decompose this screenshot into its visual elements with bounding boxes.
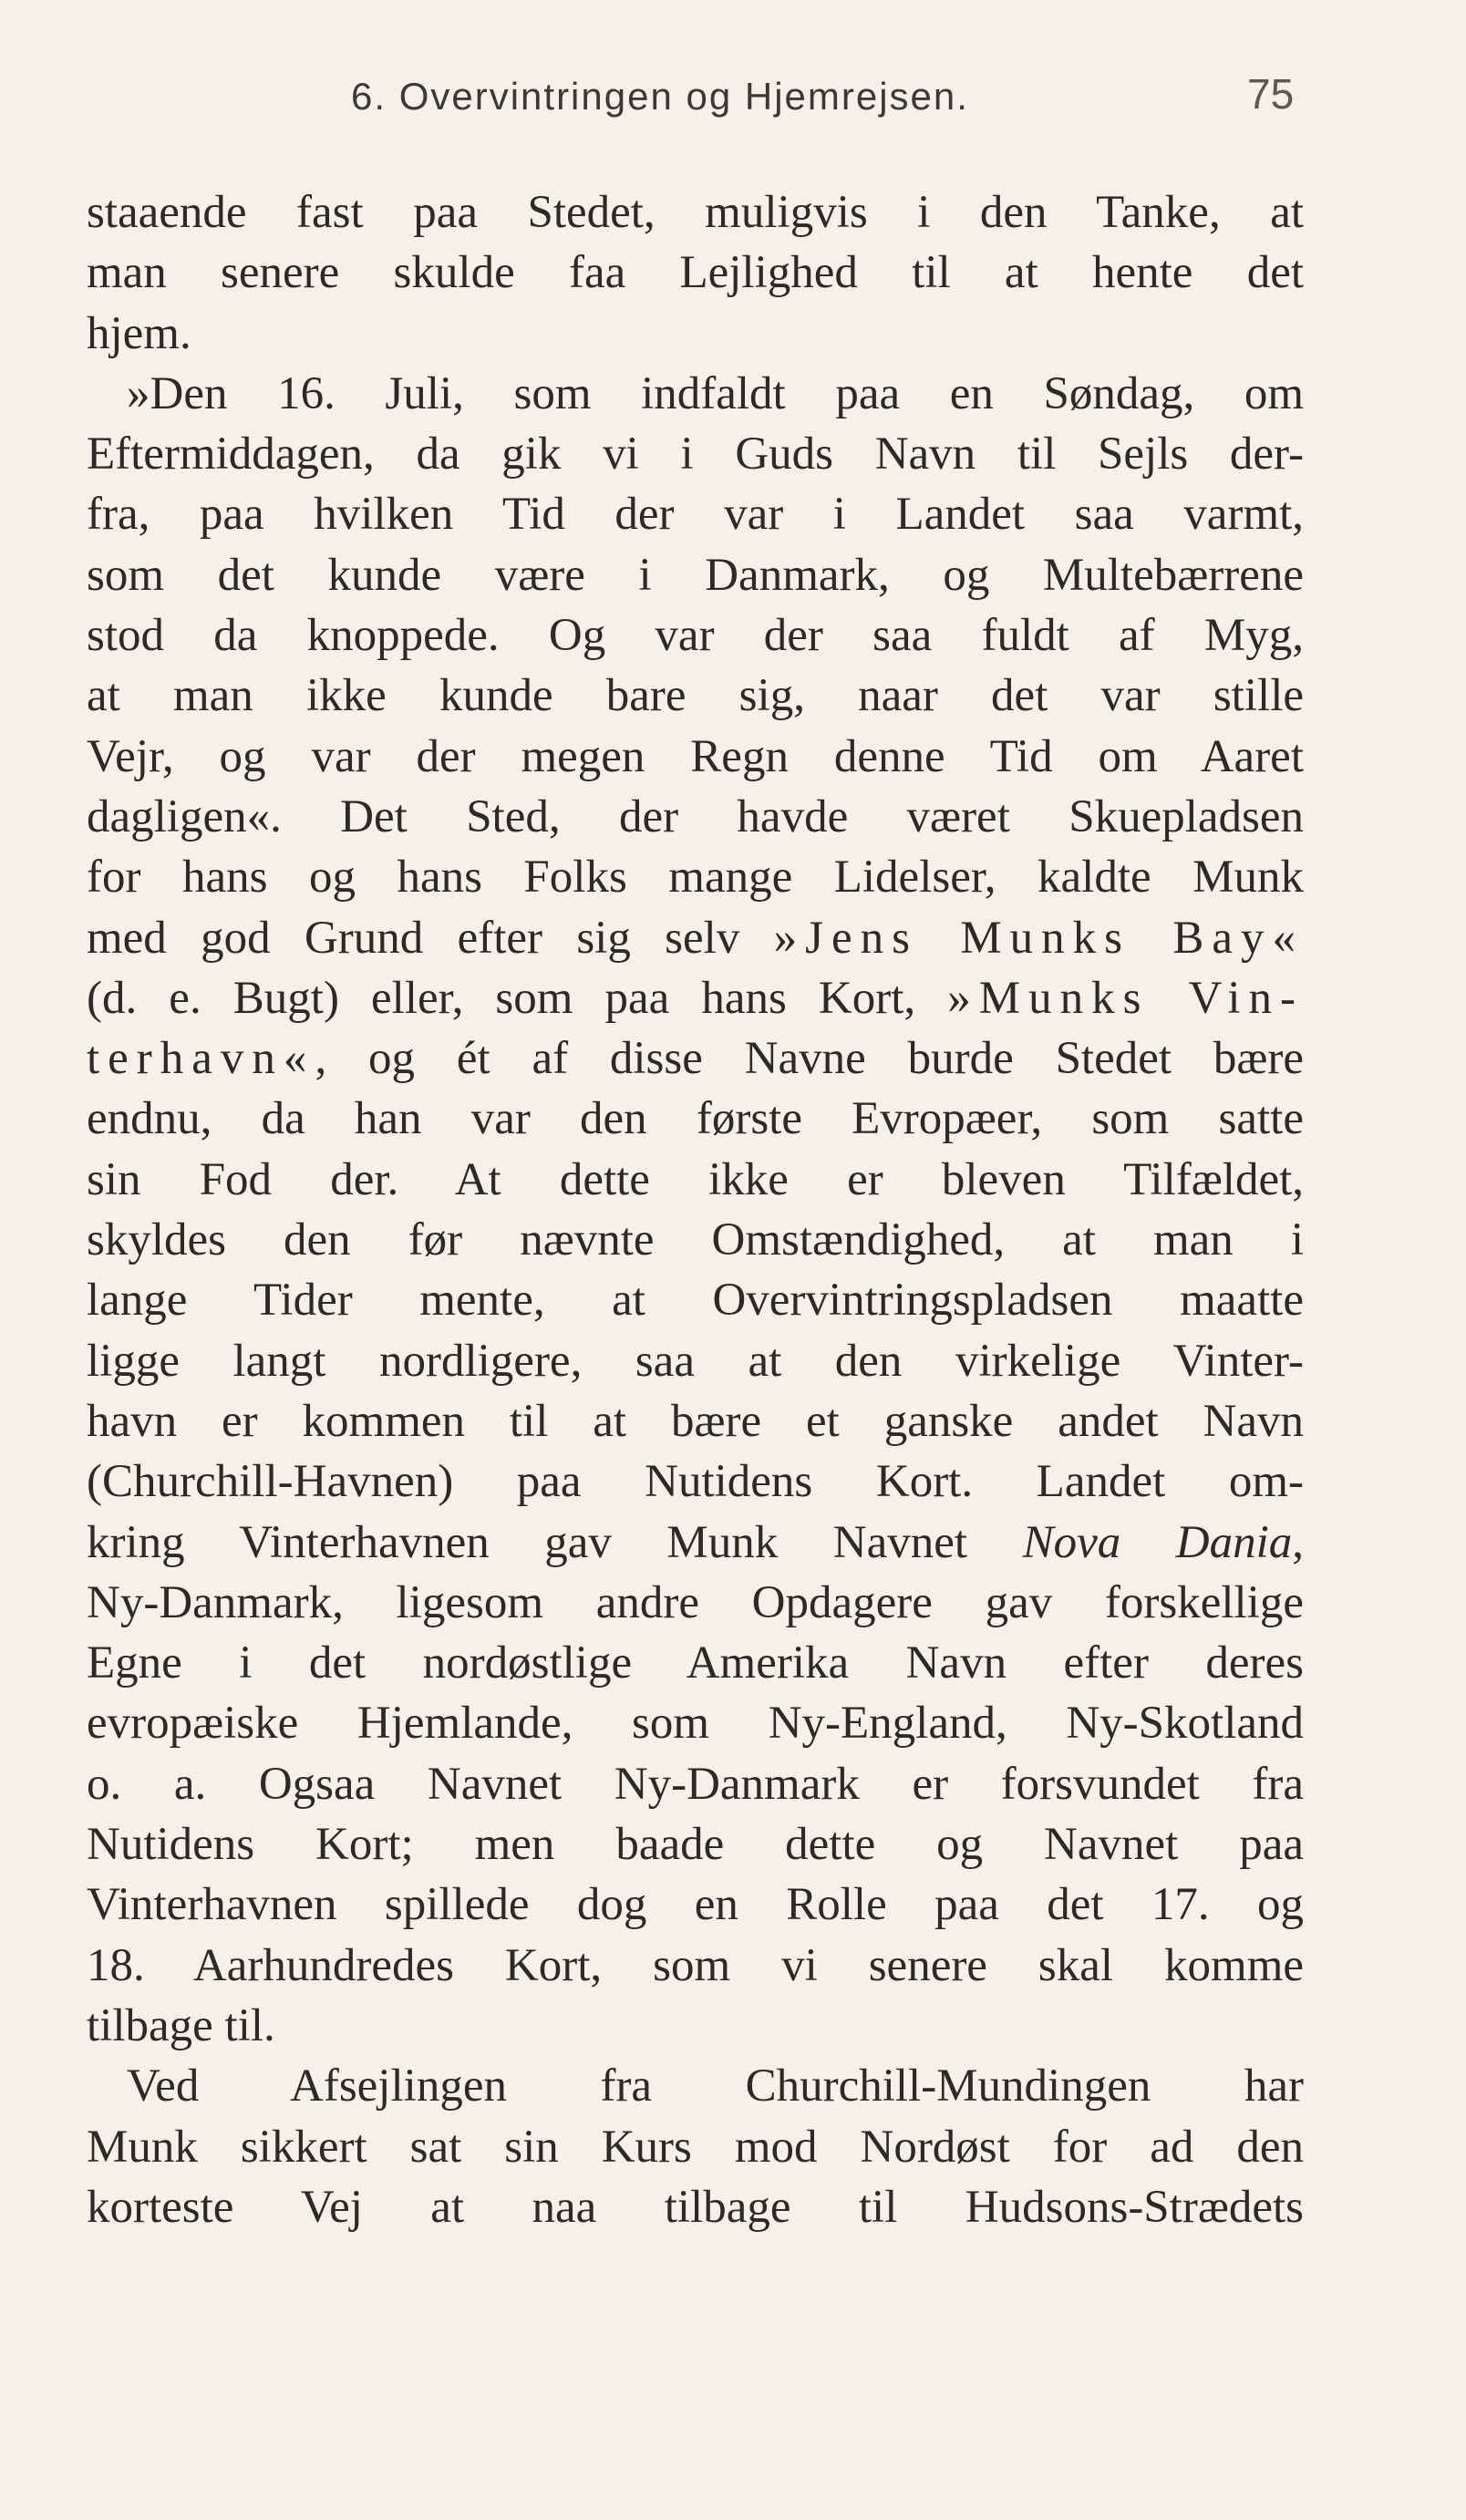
text-run: , <box>1292 1516 1304 1568</box>
text-line: »Den 16. Juli, som indfaldt paa en Søndag, om <box>127 367 1304 419</box>
text-line: man senere skulde faa Lejlighed til at hente det <box>87 247 1304 299</box>
text-line: tilbage til. <box>87 1999 275 2051</box>
text-line: sin Fod der. At dette ikke er bleven Tilfældet, <box>87 1153 1304 1205</box>
italic-term: Nova Dania <box>1022 1516 1293 1568</box>
text-line: havn er kommen til at bære et ganske andet Navn <box>87 1395 1304 1447</box>
text-line: Ny-Danmark, ligesom andre Opdagere gav forskellige <box>87 1576 1304 1628</box>
text-line: lange Tider mente, at Overvintringspladsen maatte <box>87 1275 1304 1327</box>
text-line: fra, paa hvilken Tid der var i Landet saa varmt, <box>87 489 1304 541</box>
text-line: Egne i det nordøstlige Amerika Navn efter deres <box>87 1637 1304 1689</box>
text-line: (Churchill-Havnen) paa Nutidens Kort. Landet om- <box>87 1456 1304 1508</box>
text-line: dagligen«. Det Sted, der havde været Skuepladsen <box>87 790 1304 842</box>
text-line: hjem. <box>87 307 191 359</box>
text-line: staaende fast paa Stedet, muligvis i den Tanke, at <box>87 187 1304 238</box>
spaced-emphasis: »Jens Munks Bay« <box>773 912 1304 964</box>
text-line <box>87 968 1304 1028</box>
spaced-emphasis: terhavn« <box>87 1033 315 1085</box>
text-line: stod da knoppede. Og var der saa fuldt af Myg, <box>87 610 1304 662</box>
text-line: Vinterhavnen spillede dog en Rolle paa det 17. og <box>87 1879 1304 1931</box>
text-line: skyldes den før nævnte Omstændighed, at man i <box>87 1214 1304 1266</box>
text-line: at man ikke kunde bare sig, naar det var stille <box>87 670 1304 722</box>
text-run: , og ét af disse Navne burde Stedet bære <box>315 1033 1304 1085</box>
text-line: korteste Vej at naa tilbage til Hudsons-Strædets <box>87 2181 1304 2233</box>
text-line: evropæiske Hjemlande, som Ny-England, Ny-Skotland <box>87 1698 1304 1750</box>
text-line: ligge langt nordligere, saa at den virkelige Vinter- <box>87 1335 1304 1387</box>
text-run: (d. e. Bugt) eller, som paa hans Kort, <box>87 972 948 1024</box>
text-line: endnu, da han var den første Evropæer, som satte <box>87 1093 1304 1145</box>
text-line <box>87 908 1304 968</box>
text-run: kring Vinterhavnen gav Munk Navnet <box>87 1516 1023 1568</box>
body-text <box>87 182 1304 2237</box>
text-line: for hans og hans Folks mange Lidelser, kaldte Munk <box>87 852 1304 904</box>
text-line <box>87 1028 1304 1089</box>
running-title: 6. Overvintringen og Hjemrejsen. <box>351 75 969 118</box>
page-number: 75 <box>1247 70 1295 118</box>
text-line: Nutidens Kort; men baade dette og Navnet paa <box>87 1819 1304 1871</box>
text-line: som det kunde være i Danmark, og Multebærrene <box>87 549 1304 601</box>
text-line: 18. Aarhundredes Kort, som vi senere skal komme <box>87 1939 1304 1991</box>
text-line: o. a. Ogsaa Navnet Ny-Danmark er forsvundet fra <box>87 1758 1304 1810</box>
text-line: Eftermiddagen, da gik vi i Guds Navn til Sejls der- <box>87 429 1304 480</box>
text-line <box>87 1513 1304 1573</box>
text-line: Ved Afsejlingen fra Churchill-Mundingen har <box>127 2060 1304 2112</box>
spaced-emphasis: »Munks Vin- <box>947 972 1304 1024</box>
text-line: Vejr, og var der megen Regn denne Tid om Aaret <box>87 730 1304 782</box>
text-run: med god Grund efter sig selv <box>87 912 774 964</box>
text-line: Munk sikkert sat sin Kurs mod Nordøst for ad den <box>87 2121 1304 2173</box>
